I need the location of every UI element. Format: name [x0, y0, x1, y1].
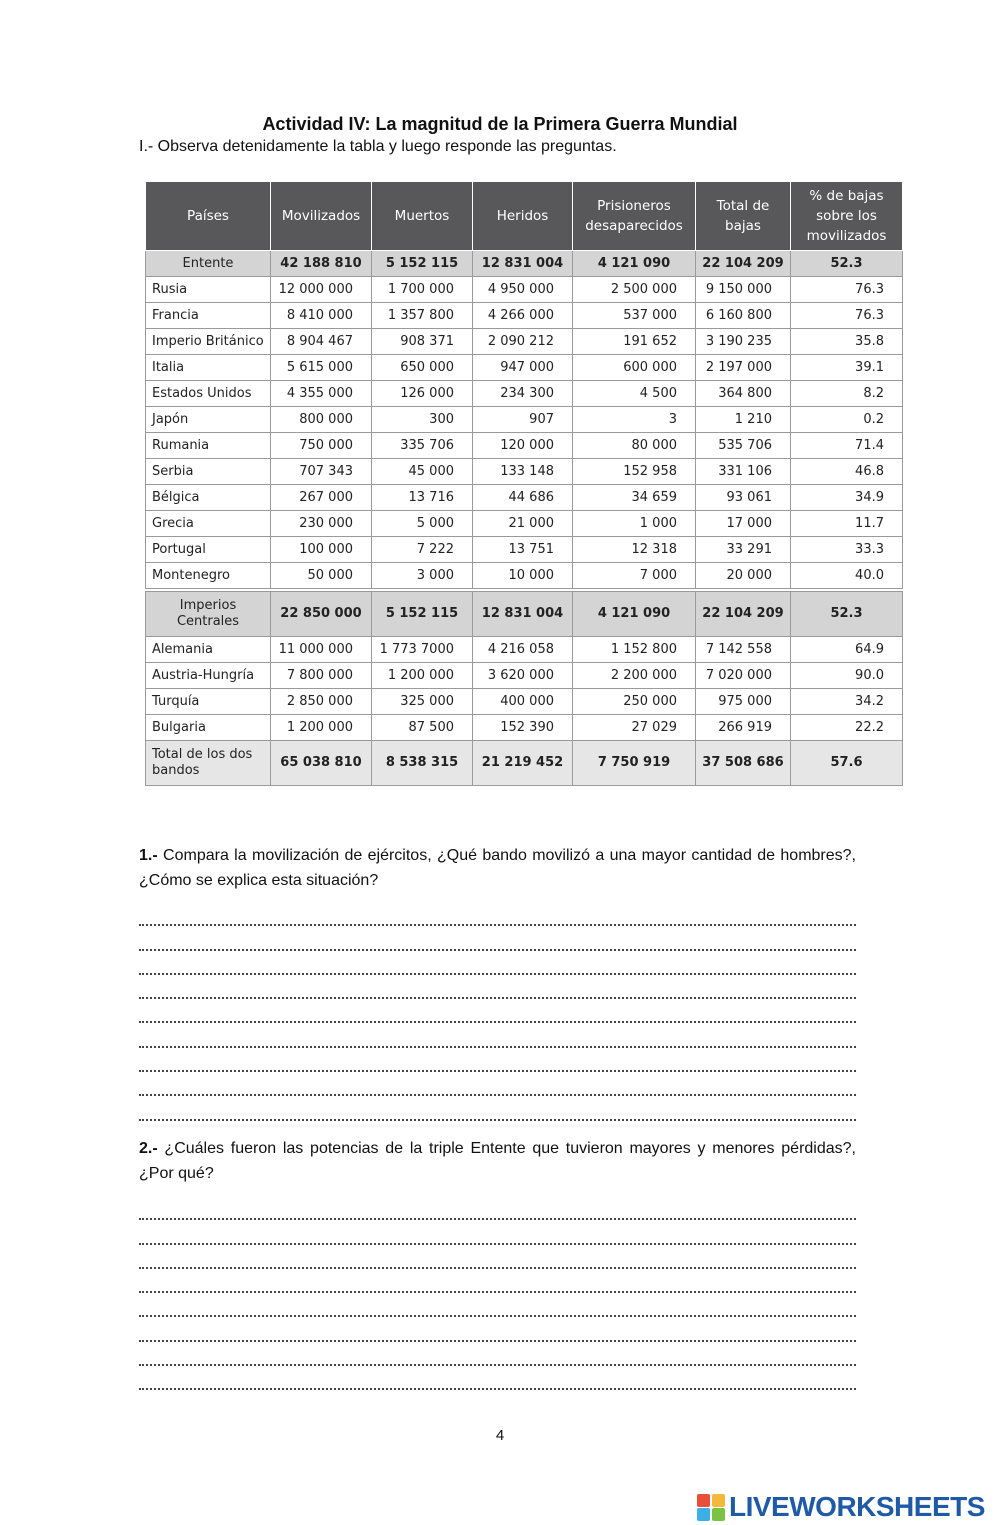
table-row	[146, 741, 903, 786]
table-cell-value: 71.4	[791, 433, 903, 459]
table-cell-country: Estados Unidos	[146, 381, 271, 407]
header-porcentaje: % de bajas sobre los movilizados	[791, 182, 903, 251]
answer-line[interactable]	[139, 1346, 856, 1370]
table-cell-country: Total de los dos bandos	[146, 741, 271, 786]
table-cell-country: Imperio Británico	[146, 329, 271, 355]
table-cell-value: 1 700 000	[372, 277, 473, 303]
table-row	[146, 689, 903, 715]
question-1	[139, 843, 856, 893]
answer-line[interactable]	[139, 1273, 856, 1297]
table-cell-country: Austria-Hungría	[146, 663, 271, 689]
table-cell-value: 535 706	[696, 433, 791, 459]
table-cell-value: 3 190 235	[696, 329, 791, 355]
table-cell-country: Montenegro	[146, 563, 271, 589]
table-cell-value: 266 919	[696, 715, 791, 741]
table-cell-value: 4 355 000	[271, 381, 372, 407]
header-paises: Países	[146, 182, 271, 251]
table-cell-value: 21 219 452	[473, 741, 573, 786]
table-cell-value: 21 000	[473, 511, 573, 537]
table-cell-value: 0.2	[791, 407, 903, 433]
table-cell-value: 7 000	[573, 563, 696, 589]
table-cell-value: 4 950 000	[473, 277, 573, 303]
table-row	[146, 407, 903, 433]
table-cell-value: 12 831 004	[473, 592, 573, 637]
answer-line[interactable]	[139, 1003, 856, 1027]
table-cell-value: 13 716	[372, 485, 473, 511]
answer-line[interactable]	[139, 1100, 856, 1124]
table-cell-value: 76.3	[791, 303, 903, 329]
table-cell-value: 133 148	[473, 459, 573, 485]
answer-line[interactable]	[139, 1224, 856, 1248]
table-cell-value: 1 773 7000	[372, 637, 473, 663]
table-cell-value: 12 000 000	[271, 277, 372, 303]
header-total-bajas: Total de bajas	[696, 182, 791, 251]
table-cell-value: 7 750 919	[573, 741, 696, 786]
table-cell-country: Rusia	[146, 277, 271, 303]
table-cell-country: Japón	[146, 407, 271, 433]
table-cell-value: 7 800 000	[271, 663, 372, 689]
table-cell-country: Italia	[146, 355, 271, 381]
table-cell-country: Grecia	[146, 511, 271, 537]
table-cell-value: 2 850 000	[271, 689, 372, 715]
table-cell-value: 80 000	[573, 433, 696, 459]
table-cell-value: 9 150 000	[696, 277, 791, 303]
table-row	[146, 511, 903, 537]
table-cell-value: 37 508 686	[696, 741, 791, 786]
table-cell-country: Imperios Centrales	[146, 592, 271, 637]
answer-line[interactable]	[139, 1297, 856, 1321]
table-cell-value: 907	[473, 407, 573, 433]
table-cell-country: Bélgica	[146, 485, 271, 511]
instruction-text: I.- Observa detenidamente la tabla y luego responde las preguntas.	[139, 138, 617, 155]
answer-line[interactable]	[139, 1249, 856, 1273]
header-muertos: Muertos	[372, 182, 473, 251]
table-cell-value: 35.8	[791, 329, 903, 355]
table-cell-value: 1 357 800	[372, 303, 473, 329]
table-cell-value: 4 121 090	[573, 251, 696, 277]
table-cell-value: 93 061	[696, 485, 791, 511]
answer-line[interactable]	[139, 906, 856, 930]
table-cell-value: 120 000	[473, 433, 573, 459]
table-header-row	[146, 182, 903, 251]
liveworksheets-logo-icon	[697, 1492, 727, 1522]
table-row	[146, 355, 903, 381]
table-cell-value: 267 000	[271, 485, 372, 511]
table-cell-value: 600 000	[573, 355, 696, 381]
table-cell-value: 7 222	[372, 537, 473, 563]
table-cell-value: 52.3	[791, 251, 903, 277]
table-cell-value: 7 142 558	[696, 637, 791, 663]
table-cell-value: 57.6	[791, 741, 903, 786]
question-2-text: ¿Cuáles fueron las potencias de la triple Entente que tuvieron mayores y menores pérdidas?, ¿Por qué?	[139, 1140, 856, 1182]
page-number: 4	[495, 1427, 505, 1444]
table-cell-value: 2 500 000	[573, 277, 696, 303]
answer-line[interactable]	[139, 1076, 856, 1100]
table-cell-value: 5 615 000	[271, 355, 372, 381]
table-cell-value: 3 620 000	[473, 663, 573, 689]
table-cell-value: 650 000	[372, 355, 473, 381]
answer-line[interactable]	[139, 930, 856, 954]
table-cell-value: 34.2	[791, 689, 903, 715]
table-cell-country: Portugal	[146, 537, 271, 563]
table-cell-value: 4 121 090	[573, 592, 696, 637]
table-cell-value: 364 800	[696, 381, 791, 407]
table-cell-value: 7 020 000	[696, 663, 791, 689]
table-cell-value: 34.9	[791, 485, 903, 511]
table-cell-value: 4 266 000	[473, 303, 573, 329]
table-cell-value: 5 152 115	[372, 251, 473, 277]
answer-line[interactable]	[139, 1027, 856, 1051]
table-cell-value: 4 500	[573, 381, 696, 407]
table-cell-country: Alemania	[146, 637, 271, 663]
table-cell-value: 22 104 209	[696, 592, 791, 637]
answer-lines-2[interactable]	[139, 1200, 856, 1394]
table-cell-value: 100 000	[271, 537, 372, 563]
header-heridos: Heridos	[473, 182, 573, 251]
table-cell-value: 537 000	[573, 303, 696, 329]
table-row	[146, 251, 903, 277]
table-cell-value: 300	[372, 407, 473, 433]
table-cell-value: 800 000	[271, 407, 372, 433]
table-cell-value: 947 000	[473, 355, 573, 381]
table-cell-value: 40.0	[791, 563, 903, 589]
table-cell-value: 707 343	[271, 459, 372, 485]
table-cell-value: 46.8	[791, 459, 903, 485]
table-cell-value: 34 659	[573, 485, 696, 511]
table-cell-country: Rumania	[146, 433, 271, 459]
table-cell-value: 33.3	[791, 537, 903, 563]
answer-line[interactable]	[139, 1321, 856, 1345]
table-cell-value: 65 038 810	[271, 741, 372, 786]
table-cell-value: 8 538 315	[372, 741, 473, 786]
table-cell-value: 8.2	[791, 381, 903, 407]
answer-line[interactable]	[139, 1200, 856, 1224]
table-cell-value: 4 216 058	[473, 637, 573, 663]
brand-footer	[697, 1490, 985, 1524]
table-cell-value: 27 029	[573, 715, 696, 741]
table-row	[146, 277, 903, 303]
table-cell-value: 90.0	[791, 663, 903, 689]
table-cell-value: 152 390	[473, 715, 573, 741]
question-2-number: 2.-	[139, 1140, 158, 1157]
table-row	[146, 329, 903, 355]
table-cell-value: 42 188 810	[271, 251, 372, 277]
answer-line[interactable]	[139, 1370, 856, 1394]
table-cell-value: 17 000	[696, 511, 791, 537]
answer-line[interactable]	[139, 1052, 856, 1076]
answer-lines-1[interactable]	[139, 906, 856, 1125]
table-cell-value: 234 300	[473, 381, 573, 407]
question-1-text: Compara la movilización de ejércitos, ¿Qué bando movilizó a una mayor cantidad de hombres?, ¿Cómo se explica esta situación?	[139, 847, 857, 889]
table-cell-value: 3	[573, 407, 696, 433]
table-row	[146, 433, 903, 459]
table-row	[146, 537, 903, 563]
table-cell-value: 975 000	[696, 689, 791, 715]
table-cell-value: 76.3	[791, 277, 903, 303]
header-movilizados: Movilizados	[271, 182, 372, 251]
table-cell-country: Serbia	[146, 459, 271, 485]
table-cell-value: 230 000	[271, 511, 372, 537]
question-2	[139, 1136, 856, 1186]
table-cell-value: 22 850 000	[271, 592, 372, 637]
table-cell-value: 2 197 000	[696, 355, 791, 381]
table-cell-country: Entente	[146, 251, 271, 277]
table-row	[146, 663, 903, 689]
table-cell-value: 22 104 209	[696, 251, 791, 277]
activity-title: Actividad IV: La magnitud de la Primera Guerra Mundial	[262, 114, 738, 134]
table-cell-value: 331 106	[696, 459, 791, 485]
table-row	[146, 715, 903, 741]
table-cell-value: 12 831 004	[473, 251, 573, 277]
table-cell-value: 1 152 800	[573, 637, 696, 663]
table-cell-value: 152 958	[573, 459, 696, 485]
table-cell-value: 8 904 467	[271, 329, 372, 355]
table-cell-value: 11 000 000	[271, 637, 372, 663]
table-cell-value: 20 000	[696, 563, 791, 589]
table-cell-value: 5 000	[372, 511, 473, 537]
table-cell-value: 191 652	[573, 329, 696, 355]
table-cell-country: Turquía	[146, 689, 271, 715]
table-cell-value: 44 686	[473, 485, 573, 511]
table-row	[146, 485, 903, 511]
table-cell-value: 87 500	[372, 715, 473, 741]
table-row	[146, 303, 903, 329]
table-cell-value: 908 371	[372, 329, 473, 355]
casualties-table	[145, 181, 903, 786]
table-cell-value: 12 318	[573, 537, 696, 563]
table-cell-value: 750 000	[271, 433, 372, 459]
answer-line[interactable]	[139, 979, 856, 1003]
table-cell-value: 64.9	[791, 637, 903, 663]
table-cell-value: 11.7	[791, 511, 903, 537]
table-cell-value: 400 000	[473, 689, 573, 715]
table-cell-value: 13 751	[473, 537, 573, 563]
table-row	[146, 637, 903, 663]
table-cell-value: 325 000	[372, 689, 473, 715]
table-row	[146, 563, 903, 589]
table-cell-value: 5 152 115	[372, 592, 473, 637]
table-cell-value: 2 200 000	[573, 663, 696, 689]
table-cell-value: 33 291	[696, 537, 791, 563]
table-cell-value: 126 000	[372, 381, 473, 407]
table-row	[146, 592, 903, 637]
brand-name: LIVEWORKSHEETS	[729, 1491, 985, 1522]
table-cell-value: 52.3	[791, 592, 903, 637]
table-cell-value: 45 000	[372, 459, 473, 485]
table-cell-value: 8 410 000	[271, 303, 372, 329]
table-cell-value: 1 200 000	[271, 715, 372, 741]
table-cell-country: Francia	[146, 303, 271, 329]
table-cell-value: 10 000	[473, 563, 573, 589]
table-cell-value: 1 200 000	[372, 663, 473, 689]
table-cell-value: 335 706	[372, 433, 473, 459]
table-row	[146, 459, 903, 485]
table-cell-value: 250 000	[573, 689, 696, 715]
table-cell-value: 6 160 800	[696, 303, 791, 329]
table-cell-value: 1 210	[696, 407, 791, 433]
table-cell-value: 1 000	[573, 511, 696, 537]
question-1-number: 1.-	[139, 847, 158, 864]
table-cell-value: 3 000	[372, 563, 473, 589]
table-cell-value: 2 090 212	[473, 329, 573, 355]
table-row	[146, 381, 903, 407]
header-prisioneros: Prisioneros desaparecidos	[573, 182, 696, 251]
table-cell-value: 22.2	[791, 715, 903, 741]
table-cell-country: Bulgaria	[146, 715, 271, 741]
table-cell-value: 39.1	[791, 355, 903, 381]
table-cell-value: 50 000	[271, 563, 372, 589]
answer-line[interactable]	[139, 955, 856, 979]
